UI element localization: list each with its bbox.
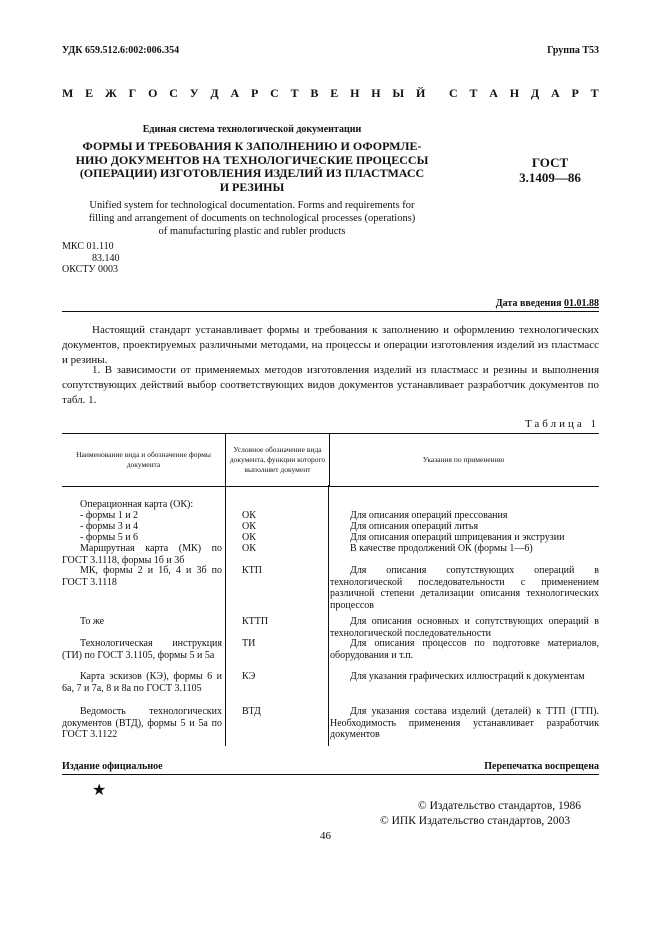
- banner-letter: Д: [530, 86, 540, 100]
- document-title: [62, 140, 442, 194]
- cell-doc-name: То же: [80, 616, 105, 627]
- cell-doc-code: КТТП: [242, 616, 269, 627]
- english-title: [62, 199, 442, 238]
- title-line: И РЕЗИНЫ: [219, 179, 285, 194]
- cell-doc-name: Маршрутная карта (МК) по ГОСТ 3.1118, формы 1б и 3б: [62, 543, 222, 566]
- copyright: [380, 799, 581, 829]
- banner-letter: Т: [590, 86, 599, 100]
- cell-usage: Для указания состава изделий (деталей) к ТТП (ГТП). Необходимость применения устанавливает разработчик документов: [330, 706, 599, 740]
- header-doc-name: Наименование вида и обозначение формы документа: [76, 450, 211, 469]
- gost-code: 3.1409—86: [519, 170, 581, 185]
- banner-letter: Н: [350, 86, 360, 100]
- intro-paragraph: [62, 323, 599, 368]
- banner-letter: У: [189, 86, 199, 100]
- english-line: of manufacturing plastic and rubler products: [158, 226, 346, 237]
- banner-letter: Е: [330, 86, 339, 100]
- english-line: Unified system for technological documentation. Forms and requirements for: [89, 200, 415, 211]
- banner-letter: Н: [371, 86, 381, 100]
- paragraph-text: Настоящий стандарт устанавливает формы и требования к заполнению и оформлению технологических документов, проектируемых различными методами, на процессы и операции изготовления изделий из пластмасс и резины.: [62, 324, 599, 366]
- cell-usage: Для описания операций литья: [350, 521, 479, 532]
- mks-code-2: 83.140: [92, 252, 120, 264]
- title-line: НИЮ ДОКУМЕНТОВ НА ТЕХНОЛОГИЧЕСКИЕ ПРОЦЕССЫ: [75, 152, 429, 167]
- cell-usage: Для указания графических иллюстраций к документам: [350, 671, 585, 682]
- banner-letter: Н: [509, 86, 520, 100]
- banner-letter: С: [448, 86, 458, 100]
- cell-doc-code: ВТД: [242, 706, 261, 717]
- cell-doc-code: ТИ: [242, 638, 256, 649]
- classifiers: [62, 241, 120, 276]
- title-line: ФОРМЫ И ТРЕБОВАНИЯ К ЗАПОЛНЕНИЮ И ОФОРМЛЕ-: [82, 139, 422, 153]
- system-title: Единая система технологической документации: [142, 124, 362, 135]
- cell-usage: Для описания операций прессования: [350, 510, 508, 521]
- paragraph-text: 1. В зависимости от применяемых методов изготовления изделий из пластмасс и резины и выполнения сопутствующих действий выбор соответствующих видов документов устанавливает разработчик документов по табл. 1.: [62, 364, 599, 406]
- banner-letter: Ж: [104, 86, 117, 100]
- banner-letter: Р: [571, 86, 579, 100]
- banner-letter: Т: [290, 86, 299, 100]
- divider: [62, 311, 599, 312]
- clause-1-paragraph: [62, 363, 599, 408]
- mks-code: МКС 01.110: [62, 241, 114, 252]
- cell-doc-name: Технологическая инструкция (ТИ) по ГОСТ 3.1105, формы 5 и 5а: [62, 638, 222, 661]
- cell-doc-name: Операционная карта (ОК):: [80, 499, 194, 510]
- table-caption: Таблица 1: [524, 418, 599, 430]
- banner-letter: Р: [250, 86, 259, 100]
- banner-letter: А: [230, 86, 240, 100]
- table-header: [62, 433, 599, 487]
- udk-code: УДК 659.512.6:002:006.354: [62, 45, 180, 56]
- banner-letter: Е: [85, 86, 94, 100]
- cell-doc-code: ОК: [242, 532, 256, 543]
- gost-number: [495, 155, 605, 185]
- copyright-line: © Издательство стандартов, 1986: [418, 800, 582, 812]
- star-icon: ★: [92, 782, 107, 799]
- cell-usage: Для описания основных и сопутствующих операций в технологической последовательности: [330, 616, 599, 639]
- cell-doc-code: ОК: [242, 521, 256, 532]
- english-line: filling and arrangement of documents on technological processes (operations): [88, 213, 416, 224]
- cell-usage: В качестве продолжений ОК (формы 1—6): [350, 543, 533, 554]
- banner-letter: Г: [128, 86, 137, 100]
- cell-doc-name: Карта эскизов (КЭ), формы 6 и 6а, 7 и 7а, 8 и 8а по ГОСТ 3.1105: [62, 671, 222, 694]
- cell-doc-name: - формы 5 и 6: [80, 532, 139, 543]
- banner-letter: Ы: [392, 86, 405, 100]
- gost-label: ГОСТ: [531, 155, 569, 170]
- cell-usage: Для описания сопутствующих операций в технологической последовательности с применением различной степени детализации описания технологических процессов: [330, 565, 599, 611]
- cell-doc-name: МК, формы 2 и 1б, 4 и 3б по ГОСТ 3.1118: [62, 565, 222, 588]
- okstu-code: ОКСТУ 0003: [62, 264, 119, 275]
- page-number: 46: [320, 830, 331, 842]
- cell-usage: Для описания процессов по подготовке материалов, оборудования и т.п.: [330, 638, 599, 661]
- column-divider: [328, 485, 329, 746]
- copyright-line: © ИПК Издательство стандартов, 2003: [380, 815, 571, 827]
- cell-doc-code: ОК: [242, 543, 256, 554]
- cell-doc-name: - формы 1 и 2: [80, 510, 139, 521]
- title-line: (ОПЕРАЦИИ) ИЗГОТОВЛЕНИЯ ИЗДЕЛИЙ ИЗ ПЛАСТМАСС: [79, 166, 425, 180]
- banner-letter: Д: [210, 86, 219, 100]
- date-value: 01.01.88: [564, 298, 599, 309]
- banner-letter: М: [62, 86, 74, 100]
- cell-doc-name: Ведомость технологических документов (ВТД), формы 5 и 5а по ГОСТ 3.1122: [62, 706, 222, 740]
- banner-letter: А: [489, 86, 498, 100]
- banner-letter: О: [148, 86, 158, 100]
- cell-doc-name: - формы 3 и 4: [80, 521, 139, 532]
- header-usage: Указания по применению: [422, 455, 505, 464]
- column-divider: [225, 485, 226, 746]
- divider: [62, 774, 599, 775]
- group-code: Группа Т53: [547, 45, 599, 56]
- official-edition: Издание официальное: [62, 761, 163, 772]
- cell-doc-code: КЭ: [242, 671, 256, 682]
- standard-banner: [62, 86, 599, 101]
- cell-doc-code: ОК: [242, 510, 256, 521]
- banner-letter: А: [550, 86, 560, 100]
- date-label: Дата введения: [495, 298, 562, 309]
- cell-usage: Для описания операций шприцевания и экструзии: [350, 532, 565, 543]
- banner-letter: Й: [415, 86, 426, 100]
- banner-letter: В: [310, 86, 319, 100]
- cell-doc-code: КТП: [242, 565, 262, 576]
- banner-letter: С: [169, 86, 178, 100]
- document-table: [62, 433, 599, 748]
- reprint-notice: Перепечатка воспрещена: [484, 761, 599, 772]
- banner-letter: Т: [469, 86, 478, 100]
- banner-letter: С: [270, 86, 279, 100]
- header-doc-code: Условное обозначение вида документа, функции которого выполняет документ: [225, 434, 330, 486]
- effective-date: [496, 298, 599, 309]
